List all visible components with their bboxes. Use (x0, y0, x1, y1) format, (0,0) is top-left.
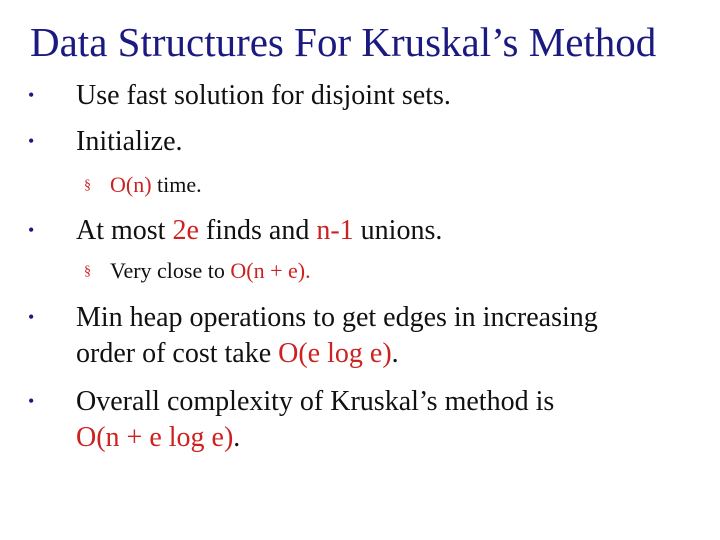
text-segment: Very close to (110, 258, 231, 283)
bullet-glyph: • (28, 131, 35, 151)
bullet-finds-unions (76, 215, 442, 247)
finds-count: 2e (172, 215, 199, 246)
complexity-o-n: O(n) (110, 172, 152, 197)
text-segment: unions. (353, 215, 443, 246)
slide-title: Data Structures For Kruskal’s Method (30, 19, 657, 65)
bullet-overall-line2 (76, 422, 240, 454)
sub-bullet-init-time (110, 172, 202, 198)
complexity-o-n-plus-e: O(n + e). (230, 258, 311, 283)
text-segment: . (391, 338, 399, 369)
bullet-glyph: • (28, 220, 35, 240)
bullet-glyph: • (28, 85, 35, 105)
text-segment: finds and (198, 215, 317, 246)
bullet-glyph: • (28, 391, 35, 411)
sub-bullet-close-to (110, 258, 311, 284)
unions-count: n-1 (316, 215, 354, 246)
text-segment: At most (76, 215, 173, 246)
complexity-overall: O(n + e log e) (76, 422, 234, 453)
bullet-min-heap-line1: Min heap operations to get edges in increasing (76, 302, 598, 333)
text-segment: order of cost take (76, 338, 279, 369)
text-segment: . (233, 422, 241, 453)
sub-bullet-glyph: § (84, 264, 91, 279)
bullet-overall-line1: Overall complexity of Kruskal’s method is (76, 386, 555, 417)
sub-bullet-glyph: § (84, 178, 91, 193)
bullet-min-heap-line2 (76, 338, 399, 370)
complexity-o-e-log-e: O(e log e) (278, 338, 392, 369)
bullet-initialize: Initialize. (76, 126, 183, 157)
bullet-glyph: • (28, 307, 35, 327)
text-segment: time. (151, 172, 202, 197)
bullet-disjoint-sets: Use fast solution for disjoint sets. (76, 80, 451, 111)
